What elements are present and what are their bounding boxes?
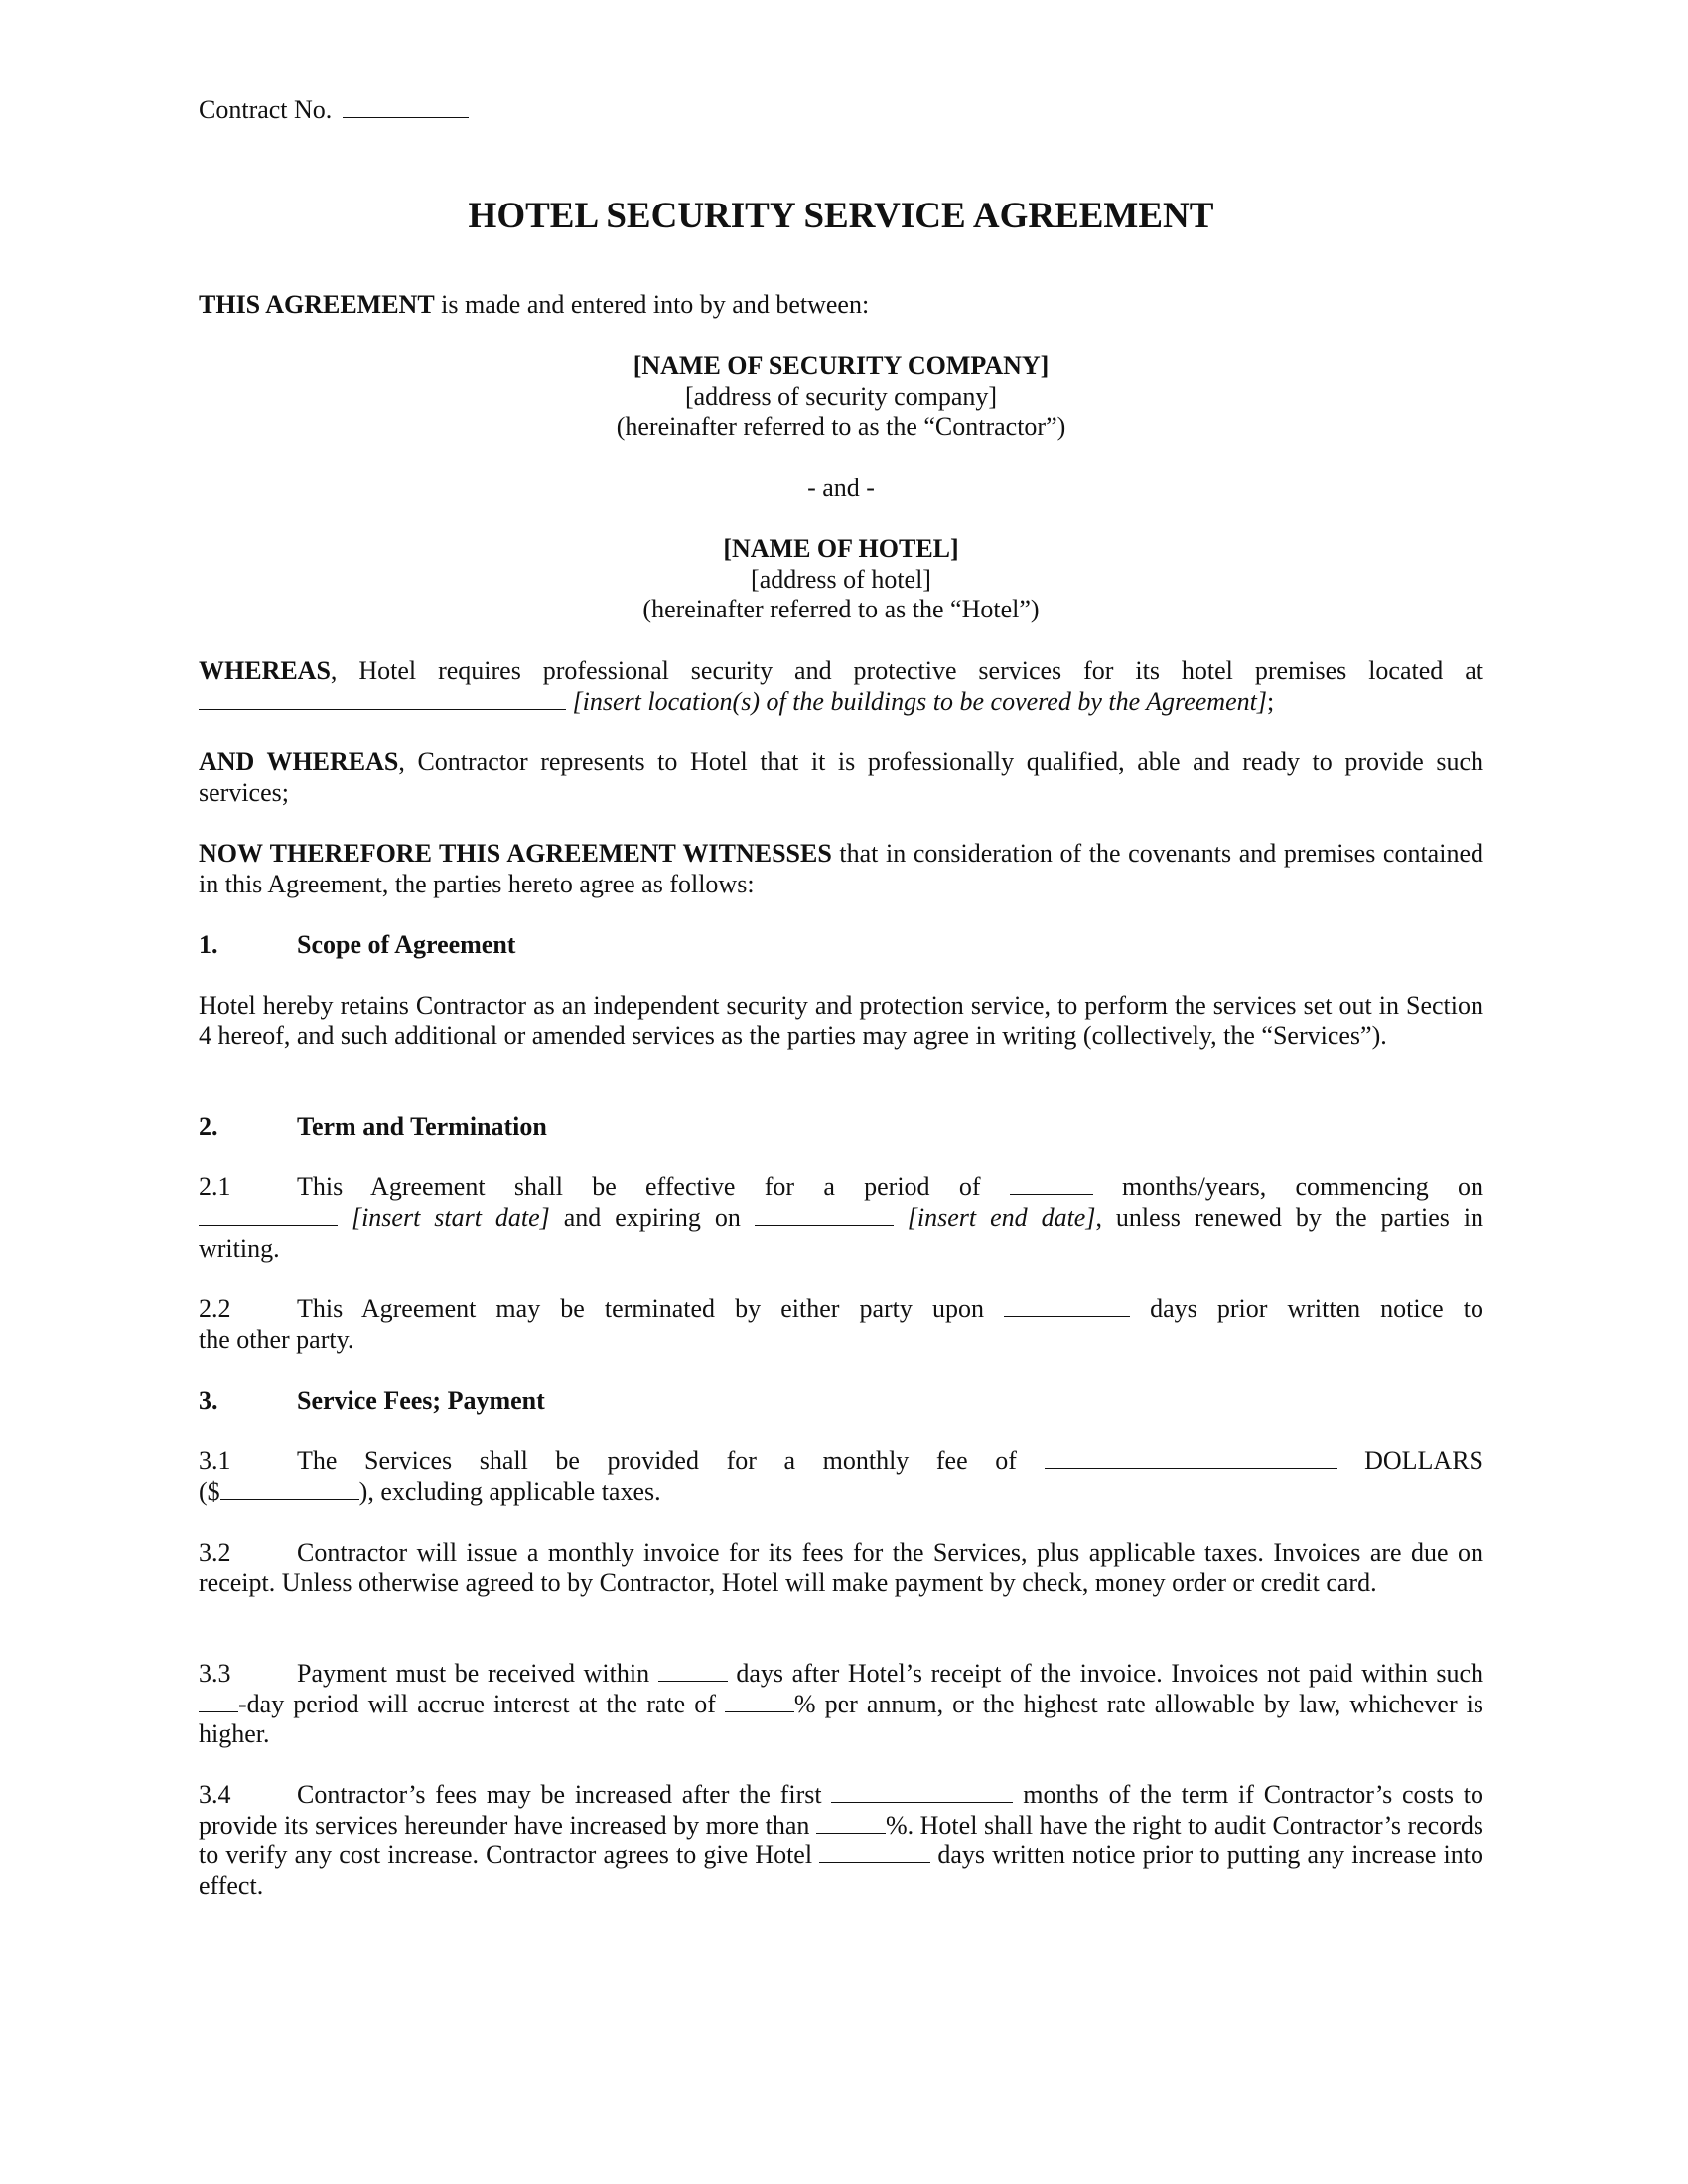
clause-3-4-text-a: Contractor’s fees may be increased after the first — [297, 1780, 822, 1809]
clause-2-1-text-a: This Agreement shall be effective for a period of — [297, 1172, 981, 1201]
clause-3-1-line-1 — [199, 1446, 1483, 1477]
clause-3-4-text — [199, 1780, 1483, 1901]
start-date-blank[interactable] — [199, 1203, 338, 1226]
section-3-heading — [199, 1386, 1483, 1417]
clause-3-2-number: 3.2 — [199, 1538, 231, 1567]
location-note: [insert location(s) of the buildings to be covered by the Agreement] — [572, 687, 1267, 716]
contract-number-label: Contract No. — [199, 95, 333, 124]
increase-notice-days-blank[interactable] — [819, 1841, 930, 1863]
cost-increase-blank[interactable] — [816, 1811, 886, 1834]
section-3-number: 3. — [199, 1386, 218, 1415]
section-1-body: Hotel hereby retains Contractor as an independent security and protection service, to perform the services set out in Section 4 hereof, and such additional or amended services as the parties may agree in writing (collectively, the “Services”). — [199, 991, 1483, 1050]
whereas-text: , Hotel requires professional security and protective services for its hotel premises located at — [330, 656, 1483, 685]
clause-3-1-text-d: ), excluding applicable taxes. — [358, 1477, 661, 1506]
monthly-fee-words-blank[interactable] — [1045, 1446, 1337, 1469]
clause-3-3-text-a: Payment must be received within — [297, 1659, 650, 1688]
clause-3-3-text-d: % per annum, or the highest rate allowable by law, whichever is higher. — [199, 1689, 1483, 1748]
and-whereas-text: , Contractor represents to Hotel that it is professionally qualified, able and ready to provide such services; — [199, 748, 1483, 807]
hotel-referred: (hereinafter referred to as the “Hotel”) — [642, 595, 1040, 623]
interest-rate-blank[interactable] — [725, 1690, 794, 1712]
and-whereas-bold: AND WHEREAS — [199, 748, 399, 776]
whereas-end: ; — [1266, 687, 1275, 716]
clause-2-2-number: 2.2 — [199, 1295, 231, 1323]
clause-3-1-text-b: DOLLARS — [1364, 1446, 1484, 1475]
intro-paragraph — [199, 290, 1483, 321]
section-2-heading — [199, 1112, 1483, 1143]
and-whereas-paragraph — [199, 748, 1483, 808]
end-date-blank[interactable] — [755, 1203, 894, 1226]
notice-days-blank[interactable] — [1004, 1295, 1130, 1317]
section-2-title: Term and Termination — [297, 1112, 547, 1141]
section-1-heading — [199, 930, 1483, 961]
clause-2-1-text-b: months/years, commencing on — [1122, 1172, 1484, 1201]
clause-3-4-text-c: %. Hotel shall have the right to audit Contractor’s records to verify any cost increase. Contractor agrees to give Hotel — [199, 1810, 1483, 1869]
contract-number-line — [199, 95, 1483, 126]
section-1-number: 1. — [199, 930, 218, 959]
section-3-title: Service Fees; Payment — [297, 1386, 545, 1415]
and-separator: - and - — [807, 474, 875, 502]
contract-number-blank[interactable] — [343, 95, 469, 118]
clause-3-3-text-c: -day period will accrue interest at the rate of — [238, 1689, 716, 1718]
whereas-bold: WHEREAS — [199, 656, 331, 685]
hotel-party-block — [199, 534, 1483, 625]
intro-bold: THIS AGREEMENT — [199, 290, 435, 319]
witnesses-text: that in consideration of the covenants and premises contained in this Agreement, the parties hereto agree as follows: — [199, 839, 1483, 898]
whereas-line-1 — [199, 656, 1483, 687]
contractor-party-block — [199, 351, 1483, 443]
clause-3-1-text-c: ($ — [199, 1477, 220, 1506]
start-date-note: [insert start date] — [351, 1203, 550, 1232]
clause-3-4-text-d: days written notice prior to putting any increase into effect. — [199, 1841, 1484, 1900]
clause-2-1-line-3: writing. — [199, 1234, 280, 1263]
clause-3-1-line-2 — [199, 1477, 1483, 1508]
hotel-address: [address of hotel] — [751, 564, 931, 594]
whereas-line-2 — [199, 687, 1483, 718]
location-blank[interactable] — [199, 687, 566, 710]
clause-2-2-text-b-part1: days prior written notice to — [1150, 1295, 1484, 1323]
clause-2-1-text-c: and expiring on — [563, 1203, 741, 1232]
hotel-name: [NAME OF HOTEL] — [723, 534, 959, 563]
clause-3-2-body: Contractor will issue a monthly invoice for its fees for the Services, plus applicable taxes. Invoices are due on receipt. Unless otherwise agreed to by Contractor, Hotel will make payment by check, money order or credit card. — [199, 1538, 1483, 1597]
clause-3-3-text-b: days after Hotel’s receipt of the invoice. Invoices not paid within such — [736, 1659, 1484, 1688]
intro-text: is made and entered into by and between: — [434, 290, 870, 319]
clause-2-2-line-2: the other party. — [199, 1325, 354, 1354]
clause-3-1-number: 3.1 — [199, 1446, 231, 1475]
clause-2-1-tail-line: , unless renewed by the parties in — [1095, 1203, 1484, 1232]
contractor-referred: (hereinafter referred to as the “Contractor”) — [616, 412, 1066, 441]
clause-2-2-line-1 — [199, 1295, 1483, 1325]
months-blank[interactable] — [831, 1780, 1013, 1803]
payment-days-blank[interactable] — [658, 1659, 728, 1682]
clause-3-2-text — [199, 1538, 1483, 1598]
document-title: HOTEL SECURITY SERVICE AGREEMENT — [468, 196, 1214, 236]
contractor-name: [NAME OF SECURITY COMPANY] — [633, 351, 1050, 380]
witnesses-bold: NOW THEREFORE THIS AGREEMENT WITNESSES — [199, 839, 832, 868]
section-1-title: Scope of Agreement — [297, 930, 516, 959]
clause-3-1-text-a: The Services shall be provided for a monthly fee of — [297, 1446, 1017, 1475]
monthly-fee-amount-blank[interactable] — [220, 1477, 359, 1500]
clause-2-1-line-1 — [199, 1172, 1483, 1203]
clause-3-3-text — [199, 1659, 1483, 1750]
clause-3-4-number: 3.4 — [199, 1780, 231, 1809]
clause-2-1-line-2 — [199, 1203, 1483, 1234]
clause-2-2-text-a: This Agreement may be terminated by either party upon — [297, 1295, 984, 1323]
contractor-address: [address of security company] — [684, 381, 998, 411]
clause-3-4-text-b: months of the term if Contractor’s costs to provide its services hereunder have increased by more than — [199, 1780, 1484, 1840]
clause-3-3-number: 3.3 — [199, 1659, 231, 1688]
period-blank[interactable] — [1010, 1172, 1093, 1195]
section-2-number: 2. — [199, 1112, 218, 1141]
end-date-note: [insert end date] — [907, 1203, 1096, 1232]
witnesses-paragraph — [199, 839, 1483, 899]
clause-2-1-number: 2.1 — [199, 1172, 231, 1201]
interest-period-blank[interactable] — [199, 1690, 238, 1712]
